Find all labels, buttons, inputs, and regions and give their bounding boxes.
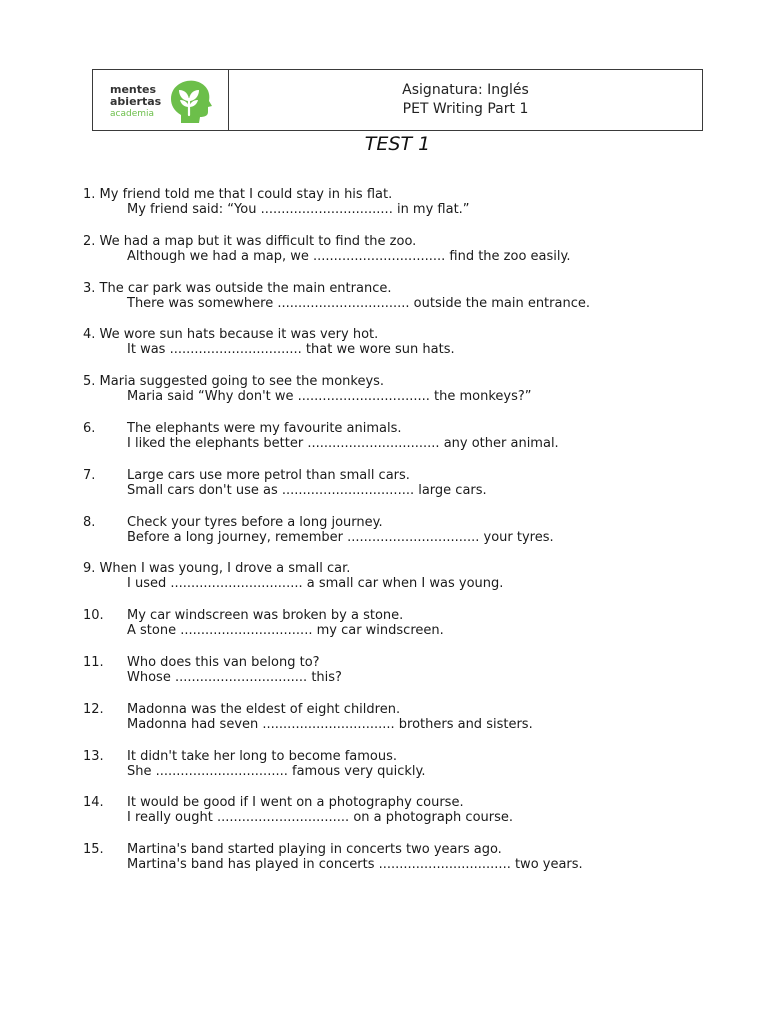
exercise-sentence: Who does this van belong to?	[127, 655, 320, 670]
exercise-number: 12.	[83, 701, 104, 717]
exercise-number: 8.	[83, 514, 96, 530]
rewrite-prompt: I really ought ................................ on a photograph course.	[127, 810, 514, 826]
sentence-text: We had a map but it was difficult to find the zoo.	[99, 233, 417, 249]
exercise-number: 2.	[83, 233, 96, 249]
exercise-sentence: Check your tyres before a long journey.	[127, 514, 383, 530]
logo-line-abiertas: abiertas	[110, 95, 162, 108]
rewrite-prompt: Martina's band has played in concerts ................................ two years.	[127, 857, 583, 873]
sentence-text: We wore sun hats because it was very hot.	[99, 327, 379, 343]
exercise-sentence: My car windscreen was broken by a stone.	[127, 608, 404, 624]
exercise-number: 9.	[83, 561, 96, 577]
test-title: TEST 1	[364, 133, 431, 155]
exercise-sentence	[83, 327, 378, 343]
exercise-sentence	[83, 561, 350, 577]
exercise-sentence: Madonna was the eldest of eight children.	[127, 701, 401, 717]
exercise-number: 5.	[83, 374, 96, 390]
exercise-number: 13.	[83, 748, 104, 764]
exercise-sentence	[83, 281, 391, 297]
logo-cell	[93, 70, 229, 130]
exercise-sentence	[83, 374, 384, 390]
exercise-sentence: It didn't take her long to become famous.	[127, 748, 398, 764]
rewrite-prompt: A stone ................................ my car windscreen.	[127, 623, 444, 639]
subject-label: Asignatura: Inglés	[402, 82, 529, 98]
exercise-sentence	[83, 234, 416, 250]
logo-line-academia: academia	[110, 109, 155, 119]
sentence-text: My friend told me that I could stay in his flat.	[99, 187, 393, 202]
logo-line-mentes: mentes	[110, 83, 157, 96]
exercise-number: 6.	[83, 421, 96, 436]
rewrite-prompt: Whose ................................ this?	[127, 670, 342, 685]
exercise-number: 3.	[83, 280, 96, 296]
rewrite-prompt: My friend said: “You ................................ in my flat.”	[127, 202, 470, 217]
rewrite-prompt: Before a long journey, remember ................................ your tyres.	[127, 529, 554, 545]
rewrite-prompt: Small cars don't use as ................................ large cars.	[127, 482, 487, 498]
exercise-number: 1.	[83, 187, 96, 202]
head-leaf-logo-icon	[165, 77, 213, 125]
rewrite-prompt: I used ................................ a small car when I was young.	[127, 576, 504, 592]
exercise-number: 11.	[83, 655, 104, 670]
logo-wordmark	[110, 84, 161, 120]
header-table	[92, 69, 703, 131]
rewrite-prompt: Maria said “Why don't we ................................ the monkeys?”	[127, 389, 532, 405]
sentence-text: Maria suggested going to see the monkeys.	[99, 374, 385, 390]
exercise-number: 4.	[83, 327, 96, 343]
exercise-number: 15.	[83, 842, 104, 858]
rewrite-prompt: Madonna had seven ................................ brothers and sisters.	[127, 716, 533, 732]
rewrite-prompt: There was somewhere ................................ outside the main entrance.	[127, 295, 590, 311]
rewrite-prompt: I liked the elephants better ................................ any other animal.	[127, 436, 559, 451]
exercise-number: 14.	[83, 795, 104, 811]
sentence-text: The car park was outside the main entrance.	[99, 280, 392, 296]
rewrite-prompt: She ................................ famous very quickly.	[127, 763, 426, 779]
exercise-sentence: The elephants were my favourite animals.	[127, 421, 402, 436]
exercise-sentence: It would be good if I went on a photography course.	[127, 795, 464, 811]
exercise-number: 10.	[83, 608, 104, 624]
exercise-sentence	[83, 187, 392, 203]
subject-cell	[229, 70, 702, 130]
rewrite-prompt: Although we had a map, we ................................ find the zoo easily.	[127, 248, 571, 264]
rewrite-prompt: It was ................................ that we wore sun hats.	[127, 342, 455, 358]
exercise-sentence: Martina's band started playing in concerts two years ago.	[127, 842, 502, 858]
sentence-text: When I was young, I drove a small car.	[99, 561, 351, 577]
course-label: PET Writing Part 1	[402, 101, 529, 117]
exercise-number: 7.	[83, 467, 96, 483]
exercise-sentence: Large cars use more petrol than small cars.	[127, 467, 410, 483]
